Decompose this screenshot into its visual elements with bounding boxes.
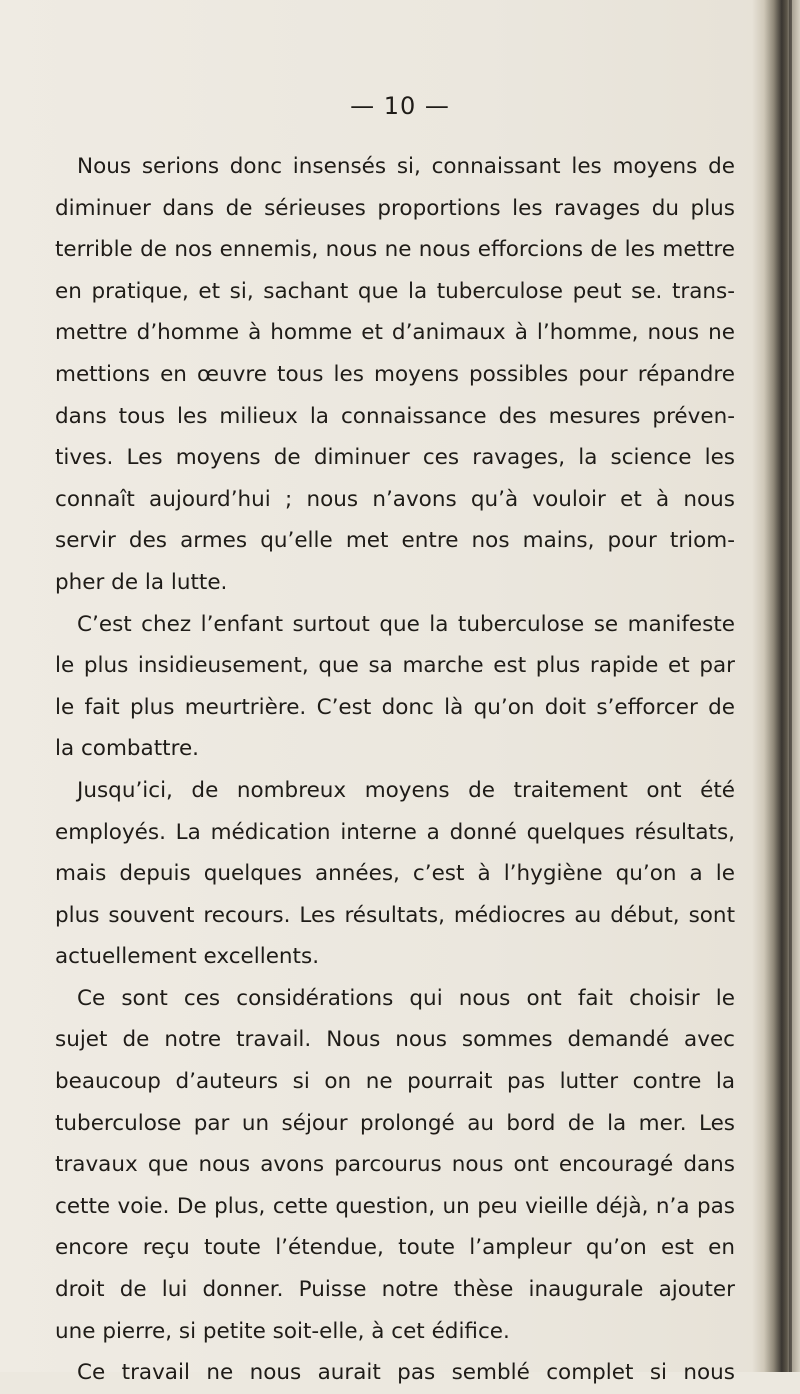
text-line: dans tous les milieux la connaissance des mesures préven- — [55, 403, 735, 429]
text-line: cette voie. De plus, cette question, un peu vieille déjà, n’a pas — [55, 1193, 735, 1219]
text-line: mais depuis quelques années, c’est à l’hygiène qu’on a le — [55, 861, 735, 887]
body-text — [55, 146, 735, 1394]
text-line: Ce sont ces considérations qui nous ont fait choisir le — [77, 985, 735, 1011]
text-line: mettre d’homme à homme et d’animaux à l’homme, nous ne — [55, 320, 735, 346]
text-line: travaux que nous avons parcourus nous ont encouragé dans — [55, 1152, 735, 1178]
text-line: connaît aujourd’hui ; nous n’avons qu’à vouloir et à nous — [55, 486, 735, 512]
text-line: diminuer dans de sérieuses proportions les ravages du plus — [55, 195, 735, 221]
text-line: beaucoup d’auteurs si on ne pourrait pas lutter contre la — [55, 1069, 735, 1095]
text-line: terrible de nos ennemis, nous ne nous efforcions de les mettre — [55, 237, 735, 263]
text-line: encore reçu toute l’étendue, toute l’ampleur qu’on est en — [55, 1235, 735, 1261]
text-line: la combattre. — [55, 736, 200, 762]
text-line: le fait plus meurtrière. C’est donc là qu’on doit s’efforcer de — [55, 694, 735, 720]
text-line: en pratique, et si, sachant que la tuberculose peut se. trans- — [55, 278, 735, 304]
text-line: mettions en œuvre tous les moyens possibles pour répandre — [55, 361, 735, 387]
text-line: le plus insidieusement, que sa marche est plus rapide et par — [55, 653, 735, 679]
text-line: servir des armes qu’elle met entre nos mains, pour triom- — [55, 528, 735, 554]
book-spine-shadow — [752, 0, 800, 1372]
text-line: plus souvent recours. Les résultats, médiocres au début, sont — [55, 902, 735, 928]
book-spine-edge — [789, 0, 792, 1372]
text-line: employés. La médication interne a donné quelques résultats, — [55, 819, 735, 845]
text-line: droit de lui donner. Puisse notre thèse inaugurale ajouter — [55, 1277, 735, 1303]
text-line: Nous serions donc insensés si, connaissant les moyens de — [77, 154, 735, 179]
text-line: Ce travail ne nous aurait pas semblé complet si nous — [77, 1360, 735, 1386]
page-number: — 10 — — [350, 92, 450, 120]
text-line: tives. Les moyens de diminuer ces ravages, la science les — [55, 445, 735, 471]
text-line: une pierre, si petite soit-elle, à cet édifice. — [55, 1318, 510, 1344]
text-line: pher de la lutte. — [55, 569, 228, 595]
text-line: C’est chez l’enfant surtout que la tuberculose se manifeste — [77, 611, 735, 637]
text-line: sujet de notre travail. Nous nous sommes demandé avec — [55, 1027, 735, 1053]
text-line: Jusqu’ici, de nombreux moyens de traitement ont été — [77, 777, 735, 803]
text-line: actuellement excellents. — [55, 944, 320, 970]
text-line: tuberculose par un séjour prolongé au bord de la mer. Les — [55, 1110, 735, 1136]
